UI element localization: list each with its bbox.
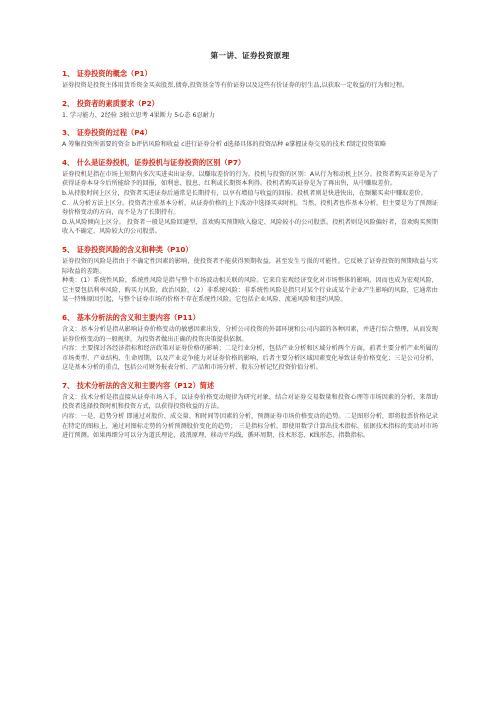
page-title: 第一讲、证券投资原理 [210, 51, 290, 60]
section-paragraph: b.从持股时间上区分，投资者买进证券后通常是长期持有，以享有增值与收益的回报。投机者则是快进快出，在频繁买卖中赚取差价。 [62, 189, 427, 197]
section-heading: 5、 证券投资风险的含义和种类（P10） [62, 244, 193, 254]
section-heading: 2、 投资者的素质要求（P2） [62, 98, 159, 108]
section-paragraph: 含义：技术分析是指直接从证券市场入手，以证券价格变动规律为研究对象，结合对证券交易数量和投资心理等市场因素的分析，来帮助投资者选择投资时机和投资方式，以获得投资收益的方法。 [62, 393, 438, 411]
section-3 [62, 128, 438, 150]
section-paragraph: D.从风险倾向上区分。 投资者一般是风险回避型，喜欢购买预期收入稳定、风险较小的公司股票。投机者则是风险偏好者，喜欢购买预期收入不确定、风险较大的公司股票。 [62, 218, 438, 236]
section-4 [62, 158, 438, 237]
section-paragraph: C．从分析方法上区分。投资者注重基本分析，从证券价格的上下波动中选择买卖时机。当然，投机者也作基本分析，但主要是为了预测证券价格变动的方向，而不是为了长期持有。 [62, 199, 438, 217]
section-heading: 1、 证券投资的概念（P1） [62, 69, 152, 78]
section-heading: 6、 基本分析法的含义和主要内容（P11） [62, 312, 200, 322]
section-paragraph: 内容：一是，趋势分析 即通过对股价、成交量、和时间等因素的分析，预测证券市场价格变动的趋势。二是图形分析，即将股票价格记录在特定的图标上，通过对图标走势的分析预测股价变化的趋势； 三是指标分析，即使用数学计算出技术指标，依据技术指标的变动对市场进行预测。如果再细分可以分为道氏理论、波浪原理、移动平均线、循环周期、技术形态、K线形态，指数指标。 [62, 413, 438, 440]
section-2 [62, 99, 438, 121]
section-paragraph: 种类：(1）系统性风险，系统性风险是指与整个市场波动相关联的风险。它来自宏观经济变化对市场整体的影响，因而也成为宏观风险，它主要包括利率风险，购买力风险，政治风险，（2）非系统风险：非系统性风险是指只对某个行业或某个企业产生影响的风险，它通常由某一特殊原因引起，与整个证券市场的价格不存在系统性风险。它包括企业风险、流通风险和违约风险。 [62, 277, 438, 304]
section-6 [62, 313, 438, 373]
section-paragraph: 内容：主要探讨各经济指标和经济政策对证券价格的影响；二是行业分析，包括产业分析和区域分析两个方面，前者主要分析产业所属的市场类型、产业结构、生命周期，以及产业竞争能力对证券价格的影响，后者主要分析区域因素变化导致证券价格变化；三是公司分析，这是基本分析的重点，包括公司财务报表分析、产品和市场分析、股东分析记忆投资价值分析。 [62, 345, 438, 372]
section-paragraph: 证券投资的风险是指由于不确定性因素的影响，使投资者不能获得预期收益，甚至发生亏损的可能性。它反映了证券投资的预期收益与实际收益的差距。 [62, 257, 438, 275]
section-1 [62, 69, 438, 91]
section-heading: 7、 技术分析法的含义和主要内容（P12）简述 [62, 380, 215, 390]
section-heading: 4、 什么是证券投机，证券投机与证券投资的区别（P7） [62, 157, 246, 167]
section-paragraph: 含义：基本分析是指从影响证券价格变动的敏感因素出发，分析公司投资的外部环境和公司内部的各种因素，并进行综合整理，从而发现证券价格变动的一般规律，为投资者做出正确的投资决策提供依据。 [62, 325, 438, 343]
section-paragraph: 证券投资是投资主体用货币资金买卖股票,债券,投资基金等有价证券以及这些有价证券的衍生品,以获取一定收益的行为和过程。 [62, 82, 409, 89]
section-heading: 3、 证券投资的过程（P4） [62, 128, 152, 138]
section-paragraph: 证券投机是指在市场上短期内多次买进卖出证券，以赚取差价的行为。投机与投资的区别：A从行为和动机上区分。投资者购买证券是为了获得证券本身今后所能给予的回报，如利息、股息、红利或长期资本利得。投机者购买证券是为了再出售，从中赚取差价。 [62, 170, 438, 188]
section-7 [62, 381, 438, 441]
section-5 [62, 245, 438, 305]
section-paragraph: A 筹集投资所需要的资金 b评估风险和收益 c进行证券分析 d选择具体的投资品种 e掌握证券交易的技术 f制定投资策略 [62, 141, 387, 149]
section-paragraph: 1. 学习能力、2经验 3独立思考 4果断力 5心态 6忍耐力 [62, 111, 215, 119]
